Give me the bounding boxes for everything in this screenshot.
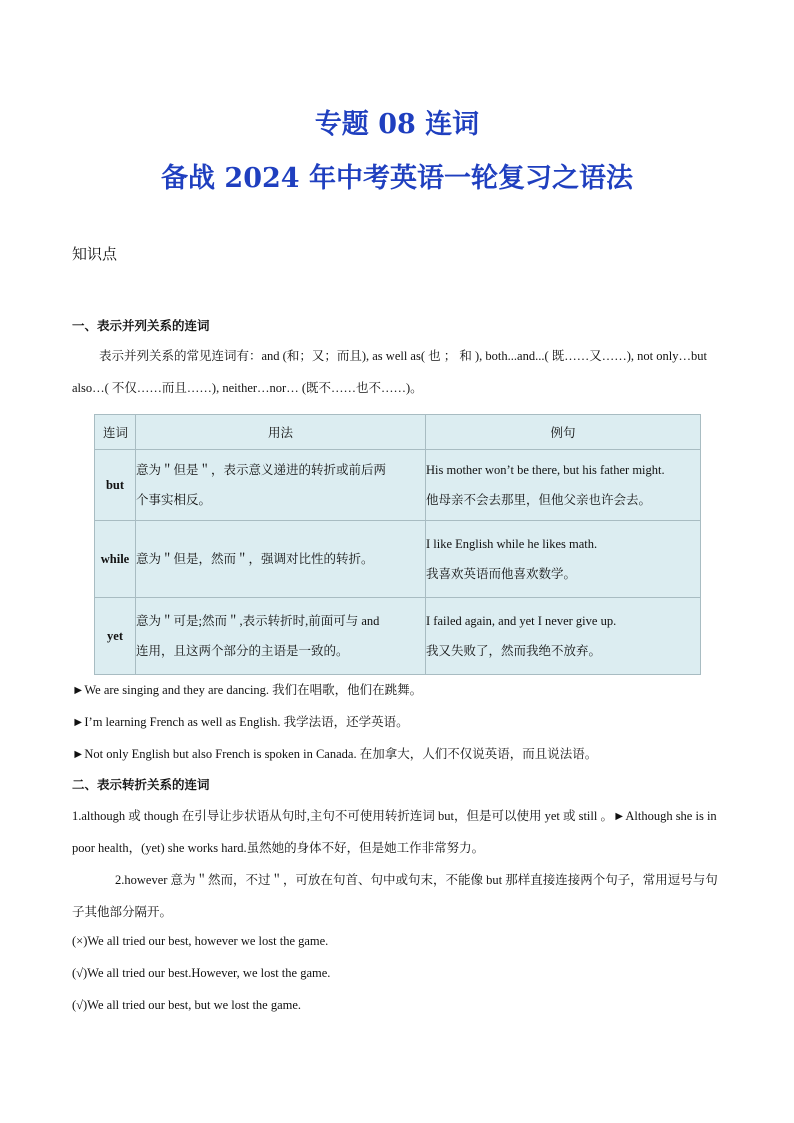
section2-point2: 2.however 意为＂然而，不过＂，可放在句首、句中或句末，不能像 but 那样直接连接两个句子，常用逗号与句子其他部分隔开。 [72, 873, 718, 919]
table-header-word: 连词 [95, 415, 136, 450]
example-chinese: 他母亲不会去那里，但他父亲也许会去。 [426, 493, 652, 507]
section1-intro: 表示并列关系的常见连词有：and (和；又；而且), as well as( 也 ； 和 ), both...and...( 既……又……), not only…but also…( 不仅……而且……), neither…nor… (既不……也不……)。 [72, 349, 707, 395]
usage-cell [136, 598, 426, 675]
example-chinese: 我又失败了，然而我绝不放弃。 [426, 644, 602, 658]
example-sentence: ►Not only English but also French is spoken in Canada. 在加拿大，人们不仅说英语，而且说法语。 [72, 747, 598, 761]
usage-line: 意为＂可是;然而＂,表示转折时,前面可与 and [136, 614, 380, 628]
usage-line: 个事实相反。 [136, 493, 212, 507]
section2-heading: 二、表示转折关系的连词 [72, 777, 210, 792]
usage-line: 意为＂但是＂，表示意义递进的转折或前后两 [136, 463, 387, 477]
table-header-usage: 用法 [136, 415, 426, 450]
conjunction-table [94, 414, 701, 675]
usage-cell [136, 521, 426, 598]
knowledge-label: 知识点 [72, 245, 118, 263]
table-row [95, 598, 701, 675]
example-sentence: ►We are singing and they are dancing. 我们在唱歌，他们在跳舞。 [72, 683, 423, 697]
conjunction-word: yet [95, 598, 136, 675]
table-header-example: 例句 [426, 415, 701, 450]
table-row [95, 450, 701, 521]
subtitle: 备战 2024 年中考英语一轮复习之语法 [161, 163, 633, 194]
usage-cell [136, 450, 426, 521]
example-english: His mother won’t be there, but his father might. [426, 463, 665, 477]
example-chinese: 我喜欢英语而他喜欢数学。 [426, 567, 577, 581]
example-english: I failed again, and yet I never give up. [426, 614, 617, 628]
example-sentence: (√)We all tried our best.However, we lost the game. [72, 966, 331, 980]
topic-title: 专题 08 连词 [314, 109, 480, 140]
example-sentence: (×)We all tried our best, however we lost the game. [72, 934, 329, 948]
conjunction-word: while [95, 521, 136, 598]
table-row [95, 521, 701, 598]
table-header-row [95, 415, 701, 450]
section2-point1: 1.although 或 though 在引导让步状语从句时,主句不可使用转折连词 but，但是可以使用 yet 或 still 。►Although she is in poor health，(yet) she works hard.虽然她的身体不好，但是她工作非常努力。 [72, 809, 717, 855]
usage-line: 连用，且这两个部分的主语是一致的。 [136, 644, 349, 658]
section1-heading: 一、表示并列关系的连词 [72, 318, 210, 333]
example-english: I like English while he likes math. [426, 537, 598, 551]
example-cell [426, 598, 701, 675]
example-cell [426, 521, 701, 598]
usage-line: 意为＂但是，然而＂，强调对比性的转折。 [136, 552, 374, 566]
conjunction-word: but [95, 450, 136, 521]
example-cell [426, 450, 701, 521]
example-sentence: (√)We all tried our best, but we lost the game. [72, 998, 302, 1012]
example-sentence: ►I’m learning French as well as English. 我学法语，还学英语。 [72, 715, 409, 729]
